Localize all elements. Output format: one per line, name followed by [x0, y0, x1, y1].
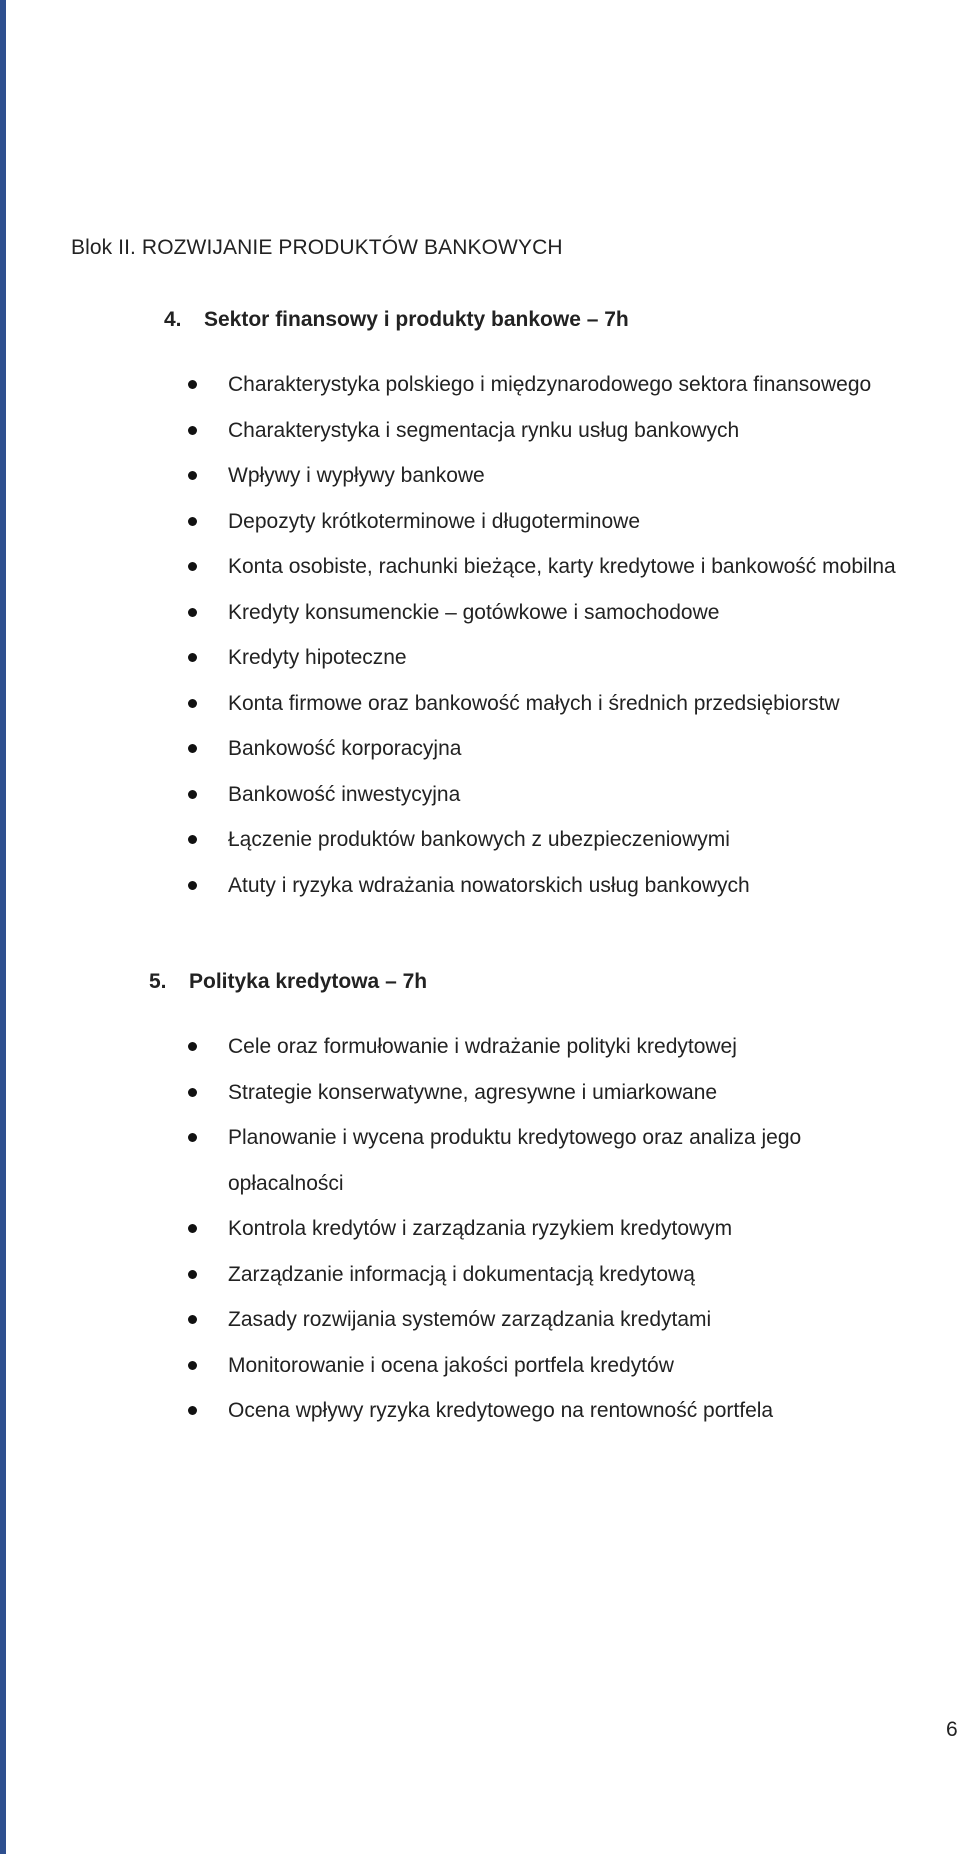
list-item-text: Łączenie produktów bankowych z ubezpieczeniowymi: [228, 828, 730, 851]
bullet-icon: [188, 835, 197, 844]
list-item-text: Zasady rozwijania systemów zarządzania kredytami: [228, 1308, 712, 1331]
list-item: [0, 1343, 960, 1389]
bullet-icon: [188, 790, 197, 799]
bullet-icon: [188, 380, 197, 389]
list-item: [0, 817, 960, 863]
bullet-icon: [188, 699, 197, 708]
list-item-text: Charakterystyka polskiego i międzynarodowego sektora finansowego: [228, 373, 872, 396]
list-item: [0, 863, 960, 909]
list-item-text: Monitorowanie i ocena jakości portfela kredytów: [228, 1353, 674, 1377]
section-5-number: 5.: [149, 970, 167, 993]
list-item: [0, 772, 960, 818]
bullet-icon: [188, 1133, 197, 1142]
list-item: [0, 499, 960, 545]
list-item-text: Konta firmowe oraz bankowość małych i średnich przedsiębiorstw: [228, 691, 840, 715]
bullet-icon: [188, 471, 197, 480]
list-item-text: Konta osobiste, rachunki bieżące, karty kredytowe i bankowość mobilna: [228, 555, 896, 578]
list-item-text: Charakterystyka i segmentacja rynku usług bankowych: [228, 418, 740, 442]
bullet-icon: [188, 426, 197, 435]
bullet-icon: [188, 1315, 197, 1324]
list-item-text: Planowanie i wycena produktu kredytowego oraz analiza jego opłacalności: [228, 1126, 802, 1195]
list-item: [0, 453, 960, 499]
list-item: [0, 681, 960, 727]
section-4-list: [0, 362, 960, 908]
list-item-text: Kredyty hipoteczne: [228, 646, 407, 669]
list-item: [0, 362, 960, 408]
list-item-text: Bankowość korporacyjna: [228, 737, 462, 760]
list-item: [0, 726, 960, 772]
list-item-text: Atuty i ryzyka wdrażania nowatorskich usług bankowych: [228, 873, 750, 897]
list-item-text: Ocena wpływy ryzyka kredytowego na rentowność portfela: [228, 1399, 774, 1422]
list-item-text: Zarządzanie informacją i dokumentacją kredytową: [228, 1262, 695, 1286]
list-item-text: Strategie konserwatywne, agresywne i umiarkowane: [228, 1080, 718, 1104]
bullet-icon: [188, 1406, 197, 1415]
list-item: [0, 1297, 960, 1343]
list-item: [0, 1388, 960, 1434]
list-item-text: Wpływy i wypływy bankowe: [228, 464, 485, 487]
bullet-icon: [188, 562, 197, 571]
list-item-text: Cele oraz formułowanie i wdrażanie polityki kredytowej: [228, 1035, 737, 1058]
bullet-icon: [188, 1270, 197, 1279]
list-item-text: Bankowość inwestycyjna: [228, 782, 461, 806]
list-item: [0, 544, 960, 590]
list-item: [0, 1115, 858, 1206]
list-item-text: Depozyty krótkoterminowe i długoterminowe: [228, 509, 641, 533]
list-item: [0, 590, 960, 636]
section-5-heading: [149, 970, 427, 994]
bullet-icon: [188, 517, 197, 526]
page-number: 6: [946, 1718, 958, 1741]
bullet-icon: [188, 653, 197, 662]
section-5-list: [0, 1024, 960, 1434]
bullet-icon: [188, 608, 197, 617]
list-item: [0, 1070, 960, 1116]
section-4-heading: [164, 308, 629, 332]
bullet-icon: [188, 1224, 197, 1233]
list-item: [0, 1024, 960, 1070]
bullet-icon: [188, 1361, 197, 1370]
section-4-number: 4.: [164, 308, 182, 331]
block-title: Blok II. ROZWIJANIE PRODUKTÓW BANKOWYCH: [71, 236, 563, 259]
bullet-icon: [188, 744, 197, 753]
list-item-text: Kredyty konsumenckie – gotówkowe i samochodowe: [228, 600, 720, 624]
bullet-icon: [188, 881, 197, 890]
list-item: [0, 1252, 960, 1298]
bullet-icon: [188, 1088, 197, 1097]
bullet-icon: [188, 1042, 197, 1051]
list-item: [0, 635, 960, 681]
list-item-text: Kontrola kredytów i zarządzania ryzykiem kredytowym: [228, 1217, 733, 1240]
section-4-title: Sektor finansowy i produkty bankowe – 7h: [204, 308, 629, 331]
section-5-title: Polityka kredytowa – 7h: [189, 970, 428, 993]
page-left-border: [0, 0, 6, 1854]
list-item: [0, 408, 960, 454]
list-item: [0, 1206, 960, 1252]
